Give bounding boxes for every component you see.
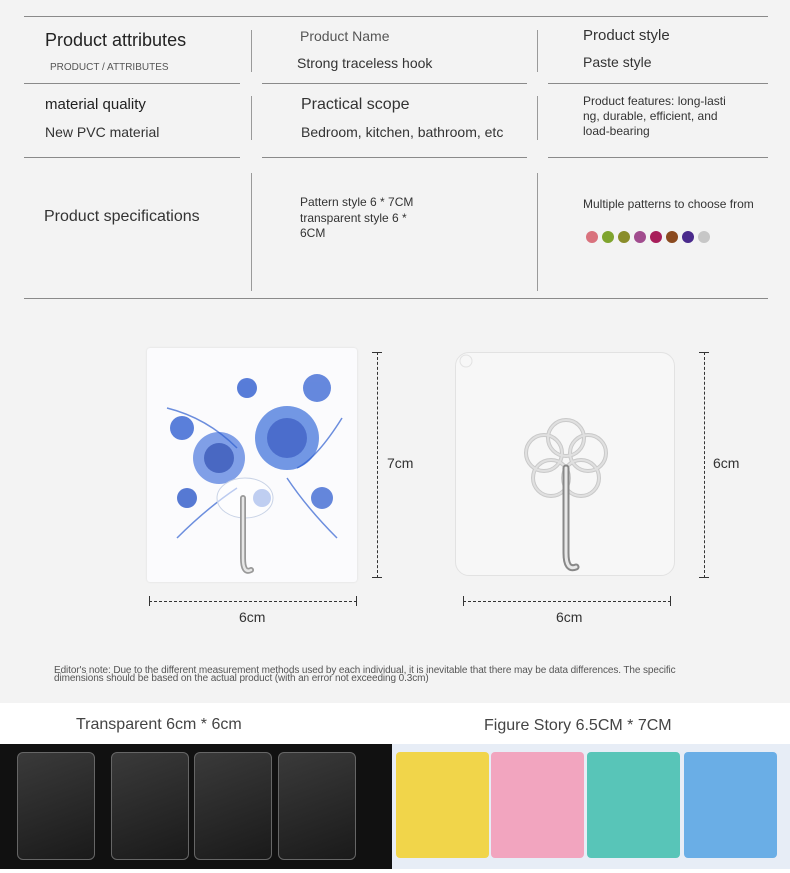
editor-note-line-2: dimensions should be based on the actual product (with an error not exceeding 0.3cm) (54, 673, 429, 684)
pattern-height-label: 7cm (387, 455, 414, 471)
figure-variant-label: Figure Story 6.5CM * 7CM (484, 717, 672, 734)
transparent-hook-sample (194, 752, 272, 860)
dimension-cap (699, 577, 709, 578)
column-divider (251, 30, 252, 72)
width-dimension-line (463, 601, 671, 602)
height-dimension-line (704, 352, 705, 578)
pattern-color-swatch (618, 231, 630, 243)
spec-line-2: transparent style 6 * (300, 211, 407, 225)
attributes-subtitle: PRODUCT / ATTRIBUTES (50, 62, 169, 73)
pattern-hook-image (147, 348, 357, 582)
column-divider (537, 30, 538, 72)
row-rule (262, 157, 527, 158)
material-value: New PVC material (45, 124, 160, 140)
features-line-1: Product features: long-lasti (583, 94, 726, 108)
column-divider (537, 96, 538, 140)
row-rule (262, 83, 527, 84)
product-style-value: Paste style (583, 54, 652, 70)
clear-height-label: 6cm (713, 455, 740, 471)
transparent-hook-sample (278, 752, 356, 860)
editor-note-line-1: Editor's note: Due to the different measurement methods used by each individual, it is inevitable that there may be data differences. The specific (54, 665, 676, 676)
pattern-color-swatch (586, 231, 598, 243)
spec-line-3: 6CM (300, 226, 326, 240)
figure-story-card (587, 752, 680, 858)
row-rule (24, 157, 240, 158)
pattern-color-swatch (682, 231, 694, 243)
row-rule (24, 83, 240, 84)
width-dimension-line (149, 601, 357, 602)
figure-story-card (684, 752, 777, 858)
pattern-color-swatch (634, 231, 646, 243)
spec-label: Product specifications (44, 208, 200, 225)
dimension-cap (670, 596, 671, 606)
features-line-2: ng, durable, efficient, and (583, 109, 718, 123)
row-rule (548, 83, 768, 84)
pattern-color-swatch (698, 231, 710, 243)
transparent-variant-label: Transparent 6cm * 6cm (76, 716, 242, 733)
spec-line-1: Pattern style 6 * 7CM (300, 195, 414, 209)
product-name-label: Product Name (300, 28, 390, 44)
scope-label: Practical scope (301, 96, 410, 113)
row-rule (548, 157, 768, 158)
clear-hook-image (455, 352, 675, 576)
column-divider (537, 173, 538, 291)
transparent-hook-sample (17, 752, 95, 860)
patterns-label: Multiple patterns to choose from (583, 197, 754, 211)
column-divider (251, 96, 252, 140)
pattern-width-label: 6cm (239, 609, 266, 625)
pattern-color-swatch (650, 231, 662, 243)
clear-width-label: 6cm (556, 609, 583, 625)
pattern-color-swatch (602, 231, 614, 243)
blue-flower-icon (147, 348, 357, 582)
attributes-title: Product attributes (45, 30, 187, 50)
figure-story-card (491, 752, 584, 858)
table-bottom-rule (24, 298, 768, 299)
dimension-cap (372, 577, 382, 578)
product-name-value: Strong traceless hook (297, 55, 433, 71)
scope-value: Bedroom, kitchen, bathroom, etc (301, 124, 504, 140)
features-line-3: load-bearing (583, 124, 650, 138)
transparent-hook-icon (456, 353, 676, 577)
column-divider (251, 173, 252, 291)
dimension-cap (356, 596, 357, 606)
table-top-rule (24, 16, 768, 17)
product-style-label: Product style (583, 27, 670, 44)
height-dimension-line (377, 352, 378, 578)
material-label: material quality (45, 96, 146, 113)
pattern-color-swatches (586, 231, 710, 243)
figure-story-card (396, 752, 489, 858)
pattern-color-swatch (666, 231, 678, 243)
transparent-hook-sample (111, 752, 189, 860)
